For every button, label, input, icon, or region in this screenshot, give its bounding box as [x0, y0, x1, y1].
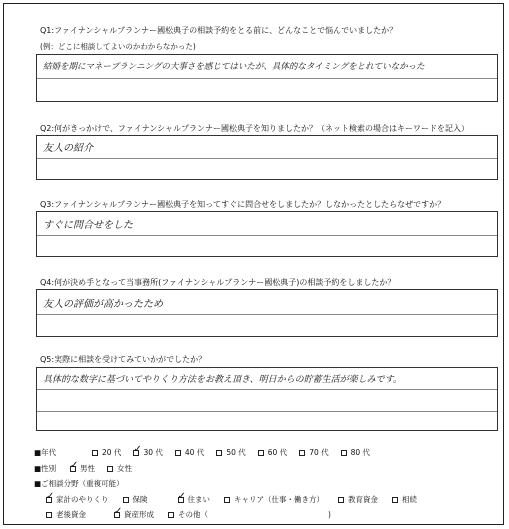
checkbox[interactable] — [107, 466, 113, 472]
answer-4: 友人の評価が高かったため — [43, 299, 163, 310]
field-row-2 — [46, 505, 331, 520]
age-option-50[interactable]: 50 代 — [216, 447, 245, 458]
age-row — [34, 443, 382, 458]
answer-2: 友人の紹介 — [43, 143, 93, 154]
answer-box-4 — [36, 289, 498, 337]
checkbox[interactable] — [299, 450, 305, 456]
survey-sheet — [3, 3, 504, 525]
field-option-assets[interactable]: ✓ 資産形成 — [114, 505, 154, 519]
checkbox[interactable] — [338, 497, 344, 503]
checkbox[interactable] — [341, 450, 347, 456]
question-4: Q4:何が決め手となって当事務所(ファイナンシャルプランナー國松典子)の相談予約をしましたか？ — [40, 278, 396, 287]
field-option-housing[interactable]: ✓ 住まい — [177, 490, 210, 504]
gender-label: ■性別 — [34, 464, 57, 473]
age-option-80[interactable]: 80 代 — [341, 447, 370, 458]
question-3: Q3:ファイナンシャルプランナー國松典子を知ってすぐに問合せをしましたか？しなかったとしたらなぜですか？ — [40, 200, 446, 209]
checkbox[interactable] — [175, 450, 181, 456]
age-option-70[interactable]: 70 代 — [299, 447, 328, 458]
question-1: Q1:ファイナンシャルプランナー國松典子の相談予約をとる前に、どんなことで悩んでいましたか？ — [40, 26, 398, 35]
check-mark-icon: ✓ — [177, 490, 186, 502]
answer-line — [37, 78, 497, 79]
checkbox[interactable] — [216, 450, 222, 456]
field-option-education[interactable]: 教育資金 — [338, 494, 378, 505]
age-option-30[interactable]: ✓ 30 代 — [133, 443, 163, 457]
answer-box-2 — [36, 135, 498, 180]
field-label: ■ご相談分野（重複可能） — [34, 479, 124, 488]
age-option-60[interactable]: 60 代 — [258, 447, 287, 458]
checkbox[interactable] — [258, 450, 264, 456]
check-mark-icon: ✓ — [133, 443, 142, 455]
question-2: Q2:何がきっかけで、ファイナンシャルプランナー國松典子を知りましたか？（ネット検索の場合はキーワードを記入） — [40, 124, 469, 133]
checkbox-checked[interactable] — [114, 505, 123, 518]
answer-box-3 — [36, 211, 498, 257]
question-5: Q5:実際に相談を受けてみていかがでしたか？ — [40, 355, 207, 364]
checkbox[interactable] — [123, 497, 129, 503]
checkbox[interactable] — [224, 497, 230, 503]
field-option-household[interactable]: ✓ 家計のやりくり — [46, 490, 109, 504]
gender-option-female[interactable]: 女性 — [107, 463, 132, 474]
checkbox-checked[interactable] — [177, 490, 186, 503]
answer-line — [37, 411, 497, 412]
answer-5: 具体的な数字に基づいてやりくり方法をお教え頂き、明日からの貯蓄生活が楽しみです。 — [43, 375, 402, 385]
field-option-insurance[interactable]: 保険 — [123, 494, 148, 505]
field-option-other[interactable]: その他（ — [168, 509, 208, 520]
answer-line — [37, 314, 497, 315]
checkbox[interactable] — [168, 512, 174, 518]
checkbox-checked[interactable] — [133, 443, 142, 456]
field-option-retirement[interactable]: 老後資金 — [46, 509, 86, 520]
check-mark-icon: ✓ — [70, 459, 79, 471]
answer-line — [37, 389, 497, 390]
question-1-example: (例：どこに相談してよいのかわからなかった) — [40, 42, 196, 51]
field-row-1 — [46, 490, 417, 505]
age-option-40[interactable]: 40 代 — [175, 447, 204, 458]
checkbox[interactable] — [392, 497, 398, 503]
gender-option-male[interactable]: ✓ 男性 — [70, 459, 95, 473]
checkbox[interactable] — [92, 450, 98, 456]
checkbox-checked[interactable] — [70, 459, 79, 472]
checkbox[interactable] — [46, 512, 52, 518]
field-option-career[interactable]: キャリア（仕事・働き方） — [224, 494, 324, 505]
profile-section — [34, 443, 494, 519]
checkbox-checked[interactable] — [46, 490, 55, 503]
answer-box-1 — [36, 54, 498, 102]
gender-row — [34, 459, 144, 474]
check-mark-icon: ✓ — [114, 505, 123, 517]
answer-line — [37, 158, 497, 159]
field-label-row — [34, 478, 124, 489]
other-close-paren: ) — [328, 510, 331, 519]
answer-3: すぐに問合せをした — [43, 220, 133, 231]
age-label: ■年代 — [34, 448, 57, 457]
answer-box-5 — [36, 367, 498, 431]
answer-line — [37, 235, 497, 236]
age-option-20[interactable]: 20 代 — [92, 447, 121, 458]
field-option-inheritance[interactable]: 相続 — [392, 494, 417, 505]
check-mark-icon: ✓ — [46, 490, 55, 502]
answer-1: 結婚を期にマネープランニングの大事さを感じてはいたが、具体的なタイミングをとれていなかった — [43, 62, 425, 72]
